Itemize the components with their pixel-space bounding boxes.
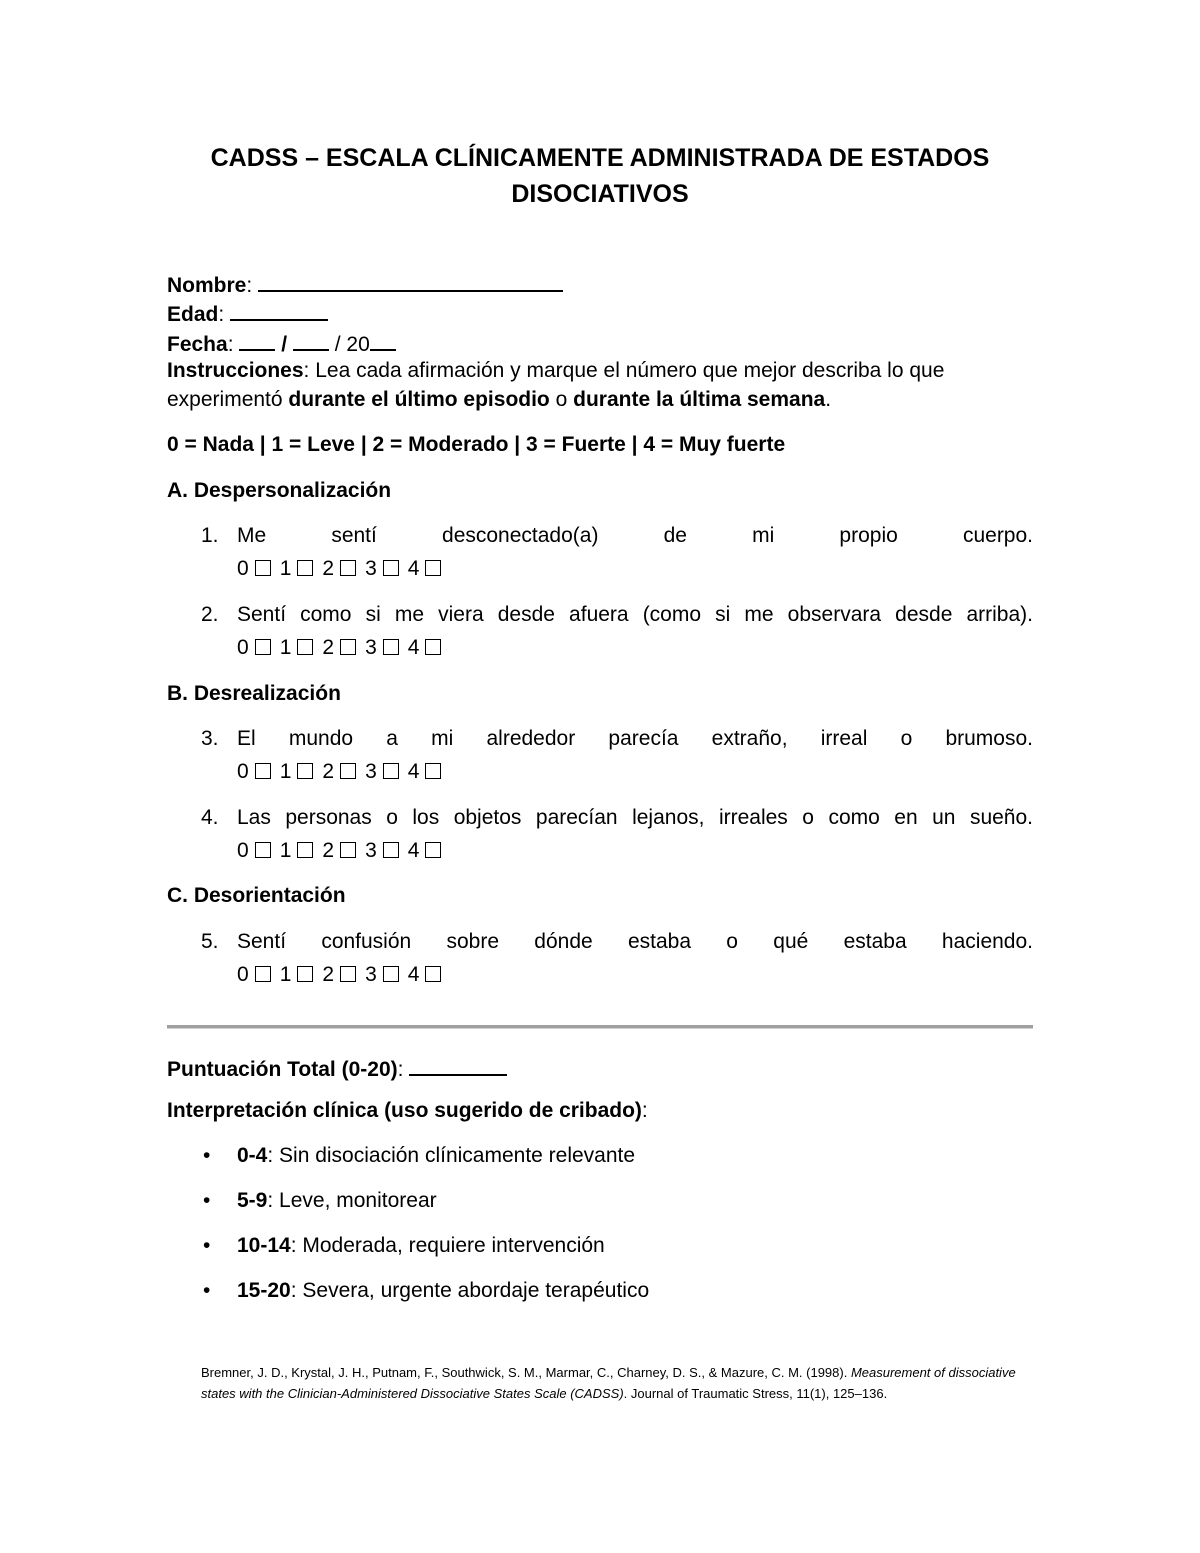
item-4-opt-2-label: 2: [322, 839, 335, 862]
date-field-row: [167, 329, 396, 357]
age-blank[interactable]: [230, 299, 328, 321]
age-field-row: [167, 299, 328, 327]
item-4-opt-3-label: 3: [365, 839, 377, 862]
item-5-opt-0-label: 0: [237, 963, 249, 986]
item-4-opt-1-checkbox[interactable]: [297, 842, 313, 858]
item-1-opt-0-label: 0: [237, 557, 249, 580]
item-2-opt-0-label: 0: [237, 636, 249, 659]
item-1-opt-4-label: 4: [407, 557, 420, 580]
title-line-1: CADSS – ESCALA CLÍNICAMENTE ADMINISTRADA DE ESTADOS: [210, 144, 990, 172]
item-2-opt-4-label: 4: [407, 636, 420, 659]
item-2-opt-3-label: 3: [365, 636, 377, 659]
interpretation-range-2: 5-9: [237, 1189, 268, 1212]
date-colon: :: [227, 333, 234, 356]
item-5-number: 5.: [201, 930, 219, 953]
item-3-number: 3.: [201, 727, 219, 750]
item-5-opt-3-label: 3: [365, 963, 377, 986]
item-3-opt-2-label: 2: [322, 760, 335, 783]
name-colon: :: [246, 274, 253, 297]
item-1-opt-3-label: 3: [365, 557, 377, 580]
total-score-colon: :: [397, 1058, 404, 1081]
interpretation-text-2: : Leve, monitorear: [267, 1189, 437, 1212]
item-4-scale: [237, 839, 450, 863]
item-1-opt-1-label: 1: [279, 557, 292, 580]
item-2-text: Sentí como si me viera desde afuera (como si me observara desde arriba).: [237, 603, 1033, 626]
instructions-emphasis-2: durante la última semana: [573, 388, 826, 411]
item-5-opt-1-label: 1: [279, 963, 292, 986]
instructions-line-2: [167, 388, 831, 412]
item-4-opt-4-label: 4: [407, 839, 420, 862]
name-label: Nombre: [167, 274, 247, 297]
interpretation-text-3: : Moderada, requiere intervención: [290, 1234, 605, 1257]
item-2-opt-2-checkbox[interactable]: [340, 639, 356, 655]
reference-title: Measurement of dissociative states with the Clinician-Administered Dissociative States Scale (CADSS): [201, 1365, 1016, 1401]
item-3-opt-3-label: 3: [365, 760, 377, 783]
item-1-opt-2-label: 2: [322, 557, 335, 580]
section-b-heading: B. Desrealización: [167, 682, 341, 705]
date-year-blank[interactable]: [370, 329, 396, 351]
item-1-text: Me sentí desconectado(a) de mi propio cuerpo.: [237, 524, 1033, 547]
total-score-row: [167, 1054, 507, 1082]
item-2-opt-2-label: 2: [322, 636, 335, 659]
item-4-opt-1-label: 1: [279, 839, 292, 862]
interpretation-text-4: : Severa, urgente abordaje terapéutico: [290, 1279, 650, 1302]
item-4-opt-3-checkbox[interactable]: [383, 842, 399, 858]
item-2-opt-0-checkbox[interactable]: [255, 639, 271, 655]
item-5-opt-4-checkbox[interactable]: [425, 966, 441, 982]
section-a-heading: A. Despersonalización: [167, 479, 392, 502]
item-1-opt-3-checkbox[interactable]: [383, 560, 399, 576]
date-separator-1: /: [281, 333, 288, 356]
item-2-opt-4-checkbox[interactable]: [425, 639, 441, 655]
document-title: [150, 140, 1050, 212]
date-label: Fecha: [167, 333, 228, 356]
item-4-opt-4-checkbox[interactable]: [425, 842, 441, 858]
item-3-opt-0-label: 0: [237, 760, 249, 783]
item-5-opt-4-label: 4: [407, 963, 420, 986]
instructions-text-4: .: [825, 388, 832, 411]
item-3-text: El mundo a mi alrededor parecía extraño, irreal o brumoso.: [237, 727, 1033, 750]
item-4-text: Las personas o los objetos parecían lejanos, irreales o como en un sueño.: [237, 806, 1033, 829]
interpretation-text-1: : Sin disociación clínicamente relevante: [267, 1144, 636, 1167]
item-5-opt-1-checkbox[interactable]: [297, 966, 313, 982]
interpretation-heading: Interpretación clínica (uso sugerido de cribado): [167, 1099, 642, 1122]
item-1-number: 1.: [201, 524, 219, 547]
reference-journal: . Journal of Traumatic Stress, 11(1), 125–136.: [623, 1386, 888, 1401]
item-1-opt-1-checkbox[interactable]: [297, 560, 313, 576]
date-separator-2: / 20: [334, 333, 370, 356]
item-2-opt-1-checkbox[interactable]: [297, 639, 313, 655]
item-3-opt-4-checkbox[interactable]: [425, 763, 441, 779]
instructions-text-2: experimentó: [167, 388, 289, 411]
interpretation-range-1: 0-4: [237, 1144, 268, 1167]
bullet-glyph: •: [203, 1144, 211, 1167]
item-2-scale: [237, 636, 450, 660]
item-3-opt-1-label: 1: [279, 760, 292, 783]
age-label: Edad: [167, 303, 219, 326]
bullet-glyph: •: [203, 1279, 211, 1302]
item-5-scale: [237, 963, 450, 987]
item-2-opt-3-checkbox[interactable]: [383, 639, 399, 655]
interpretation-colon: :: [641, 1099, 648, 1122]
item-5-opt-2-label: 2: [322, 963, 335, 986]
item-4-number: 4.: [201, 806, 219, 829]
instructions-text-1: : Lea cada afirmación y marque el número que mejor describa lo que: [303, 359, 945, 382]
bullet-glyph: •: [203, 1234, 211, 1257]
age-colon: :: [218, 303, 225, 326]
item-2-opt-1-label: 1: [279, 636, 292, 659]
section-divider: [167, 1025, 1033, 1029]
instructions-line-1: [167, 359, 944, 383]
instructions-emphasis-1: durante el último episodio: [288, 388, 550, 411]
name-field-row: [167, 270, 563, 298]
date-day-blank[interactable]: [239, 329, 275, 351]
date-month-blank[interactable]: [293, 329, 329, 351]
interpretation-range-3: 10-14: [237, 1234, 291, 1257]
instructions-text-3: o: [549, 388, 574, 411]
total-score-label: Puntuación Total (0-20): [167, 1058, 398, 1081]
name-blank[interactable]: [258, 270, 563, 292]
item-4-opt-2-checkbox[interactable]: [340, 842, 356, 858]
item-5-text: Sentí confusión sobre dónde estaba o qué estaba haciendo.: [237, 930, 1033, 953]
item-1-opt-2-checkbox[interactable]: [340, 560, 356, 576]
item-3-scale: [237, 760, 450, 784]
item-5-opt-2-checkbox[interactable]: [340, 966, 356, 982]
interpretation-heading-row: [167, 1099, 648, 1123]
title-line-2: DISOCIATIVOS: [511, 180, 689, 208]
item-1-scale: [237, 557, 450, 581]
item-3-opt-2-checkbox[interactable]: [340, 763, 356, 779]
item-3-opt-4-label: 4: [407, 760, 420, 783]
item-1-opt-0-checkbox[interactable]: [255, 560, 271, 576]
item-3-opt-1-checkbox[interactable]: [297, 763, 313, 779]
item-5-opt-3-checkbox[interactable]: [383, 966, 399, 982]
item-3-opt-0-checkbox[interactable]: [255, 763, 271, 779]
item-5-opt-0-checkbox[interactable]: [255, 966, 271, 982]
item-4-opt-0-label: 0: [237, 839, 249, 862]
scale-legend: 0 = Nada | 1 = Leve | 2 = Moderado | 3 = Fuerte | 4 = Muy fuerte: [167, 433, 786, 456]
section-c-heading: C. Desorientación: [167, 884, 346, 907]
item-3-opt-3-checkbox[interactable]: [383, 763, 399, 779]
bullet-glyph: •: [203, 1189, 211, 1212]
item-1-opt-4-checkbox[interactable]: [425, 560, 441, 576]
total-score-blank[interactable]: [409, 1054, 507, 1076]
reference-citation: [201, 1362, 1041, 1404]
item-2-number: 2.: [201, 603, 219, 626]
interpretation-range-4: 15-20: [237, 1279, 291, 1302]
instructions-label: Instrucciones: [167, 359, 304, 382]
item-4-opt-0-checkbox[interactable]: [255, 842, 271, 858]
reference-authors: Bremner, J. D., Krystal, J. H., Putnam, F., Southwick, S. M., Marmar, C., Charney, D. S., & Mazure, C. M. (1998).: [201, 1365, 851, 1380]
